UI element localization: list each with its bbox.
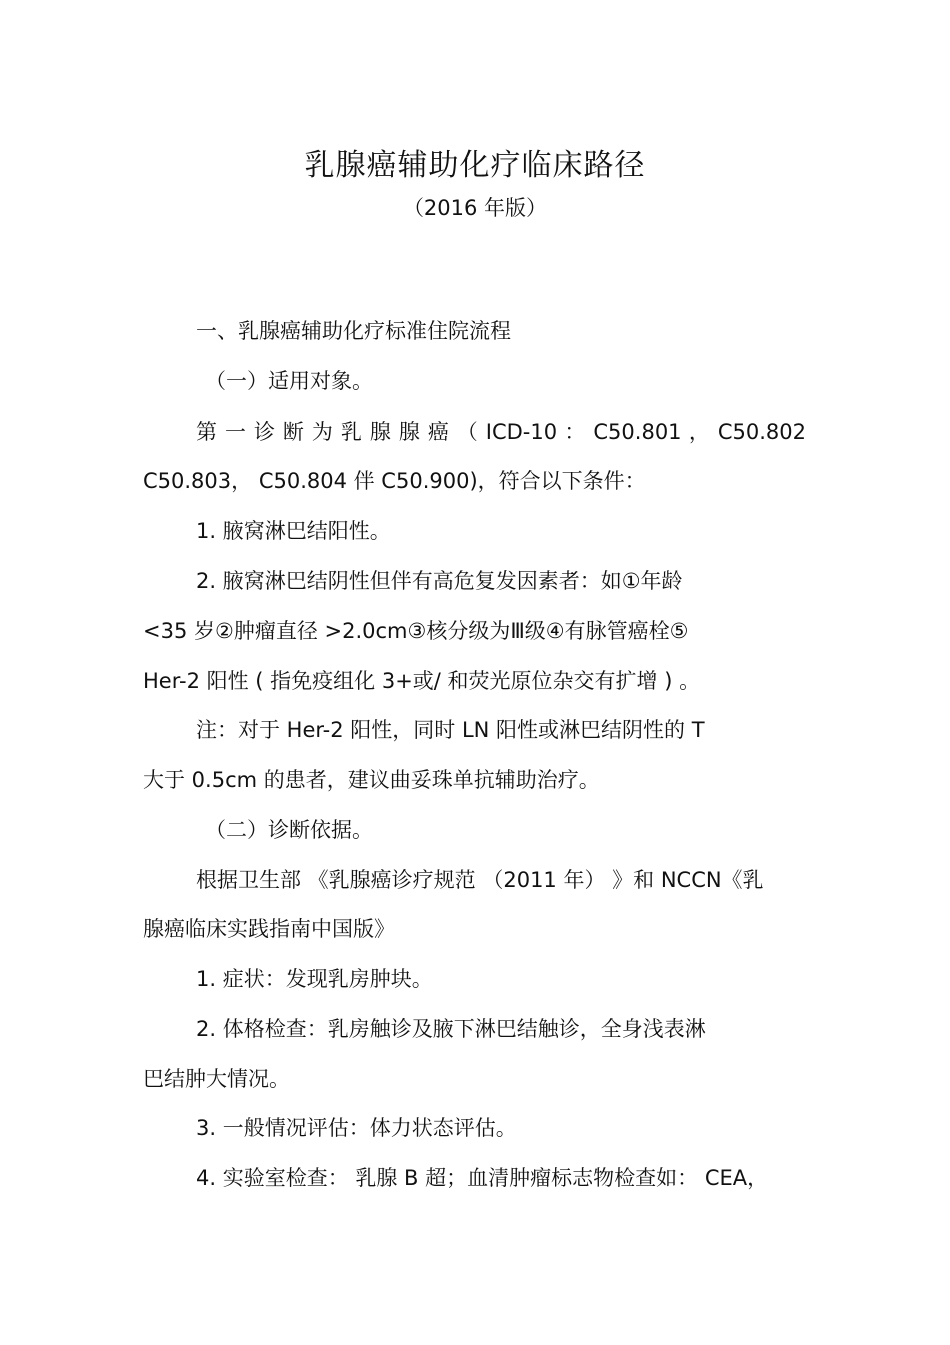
list-item: 2. 腋窝淋巴结阴性但伴有高危复发因素者：如①年龄 bbox=[196, 569, 683, 593]
note-line: 注：对于 Her-2 阳性，同时 LN 阳性或淋巴结阴性的 T bbox=[196, 718, 705, 742]
subsection-heading-applicable: （一）适用对象。 bbox=[205, 369, 373, 393]
paragraph-line: 第 一 诊 断 为 乳 腺 腺 癌 （ ICD-10 ： C50.801 ， C50.802 bbox=[196, 420, 806, 444]
paragraph-line: 根据卫生部 《乳腺癌诊疗规范 （2011 年） 》和 NCCN《乳 bbox=[196, 868, 764, 892]
list-item: 1. 症状：发现乳房肿块。 bbox=[196, 967, 433, 991]
paragraph-line: <35 岁②肿瘤直径 >2.0cm③核分级为Ⅲ级④有脉管癌栓⑤ bbox=[143, 619, 689, 643]
document-subtitle: （2016 年版） bbox=[402, 196, 548, 220]
paragraph-line: 巴结肿大情况。 bbox=[143, 1067, 290, 1091]
document-title: 乳腺癌辅助化疗临床路径 bbox=[304, 148, 646, 183]
list-item: 1. 腋窝淋巴结阳性。 bbox=[196, 519, 391, 543]
section-heading-1: 一、乳腺癌辅助化疗标准住院流程 bbox=[196, 319, 511, 343]
paragraph-line: Her-2 阳性 ( 指免疫组化 3+或/ 和荧光原位杂交有扩增 ) 。 bbox=[143, 669, 701, 693]
subsection-heading-diagnosis: （二）诊断依据。 bbox=[205, 818, 373, 842]
paragraph-line: 腺癌临床实践指南中国版》 bbox=[143, 917, 395, 941]
note-line: 大于 0.5cm 的患者，建议曲妥珠单抗辅助治疗。 bbox=[143, 768, 600, 792]
paragraph-line: C50.803， C50.804 伴 C50.900)，符合以下条件： bbox=[143, 469, 646, 493]
list-item: 2. 体格检查：乳房触诊及腋下淋巴结触诊，全身浅表淋 bbox=[196, 1017, 706, 1041]
list-item: 4. 实验室检查： 乳腺 B 超；血清肿瘤标志物检查如： CEA， bbox=[196, 1166, 769, 1190]
list-item: 3. 一般情况评估：体力状态评估。 bbox=[196, 1116, 517, 1140]
